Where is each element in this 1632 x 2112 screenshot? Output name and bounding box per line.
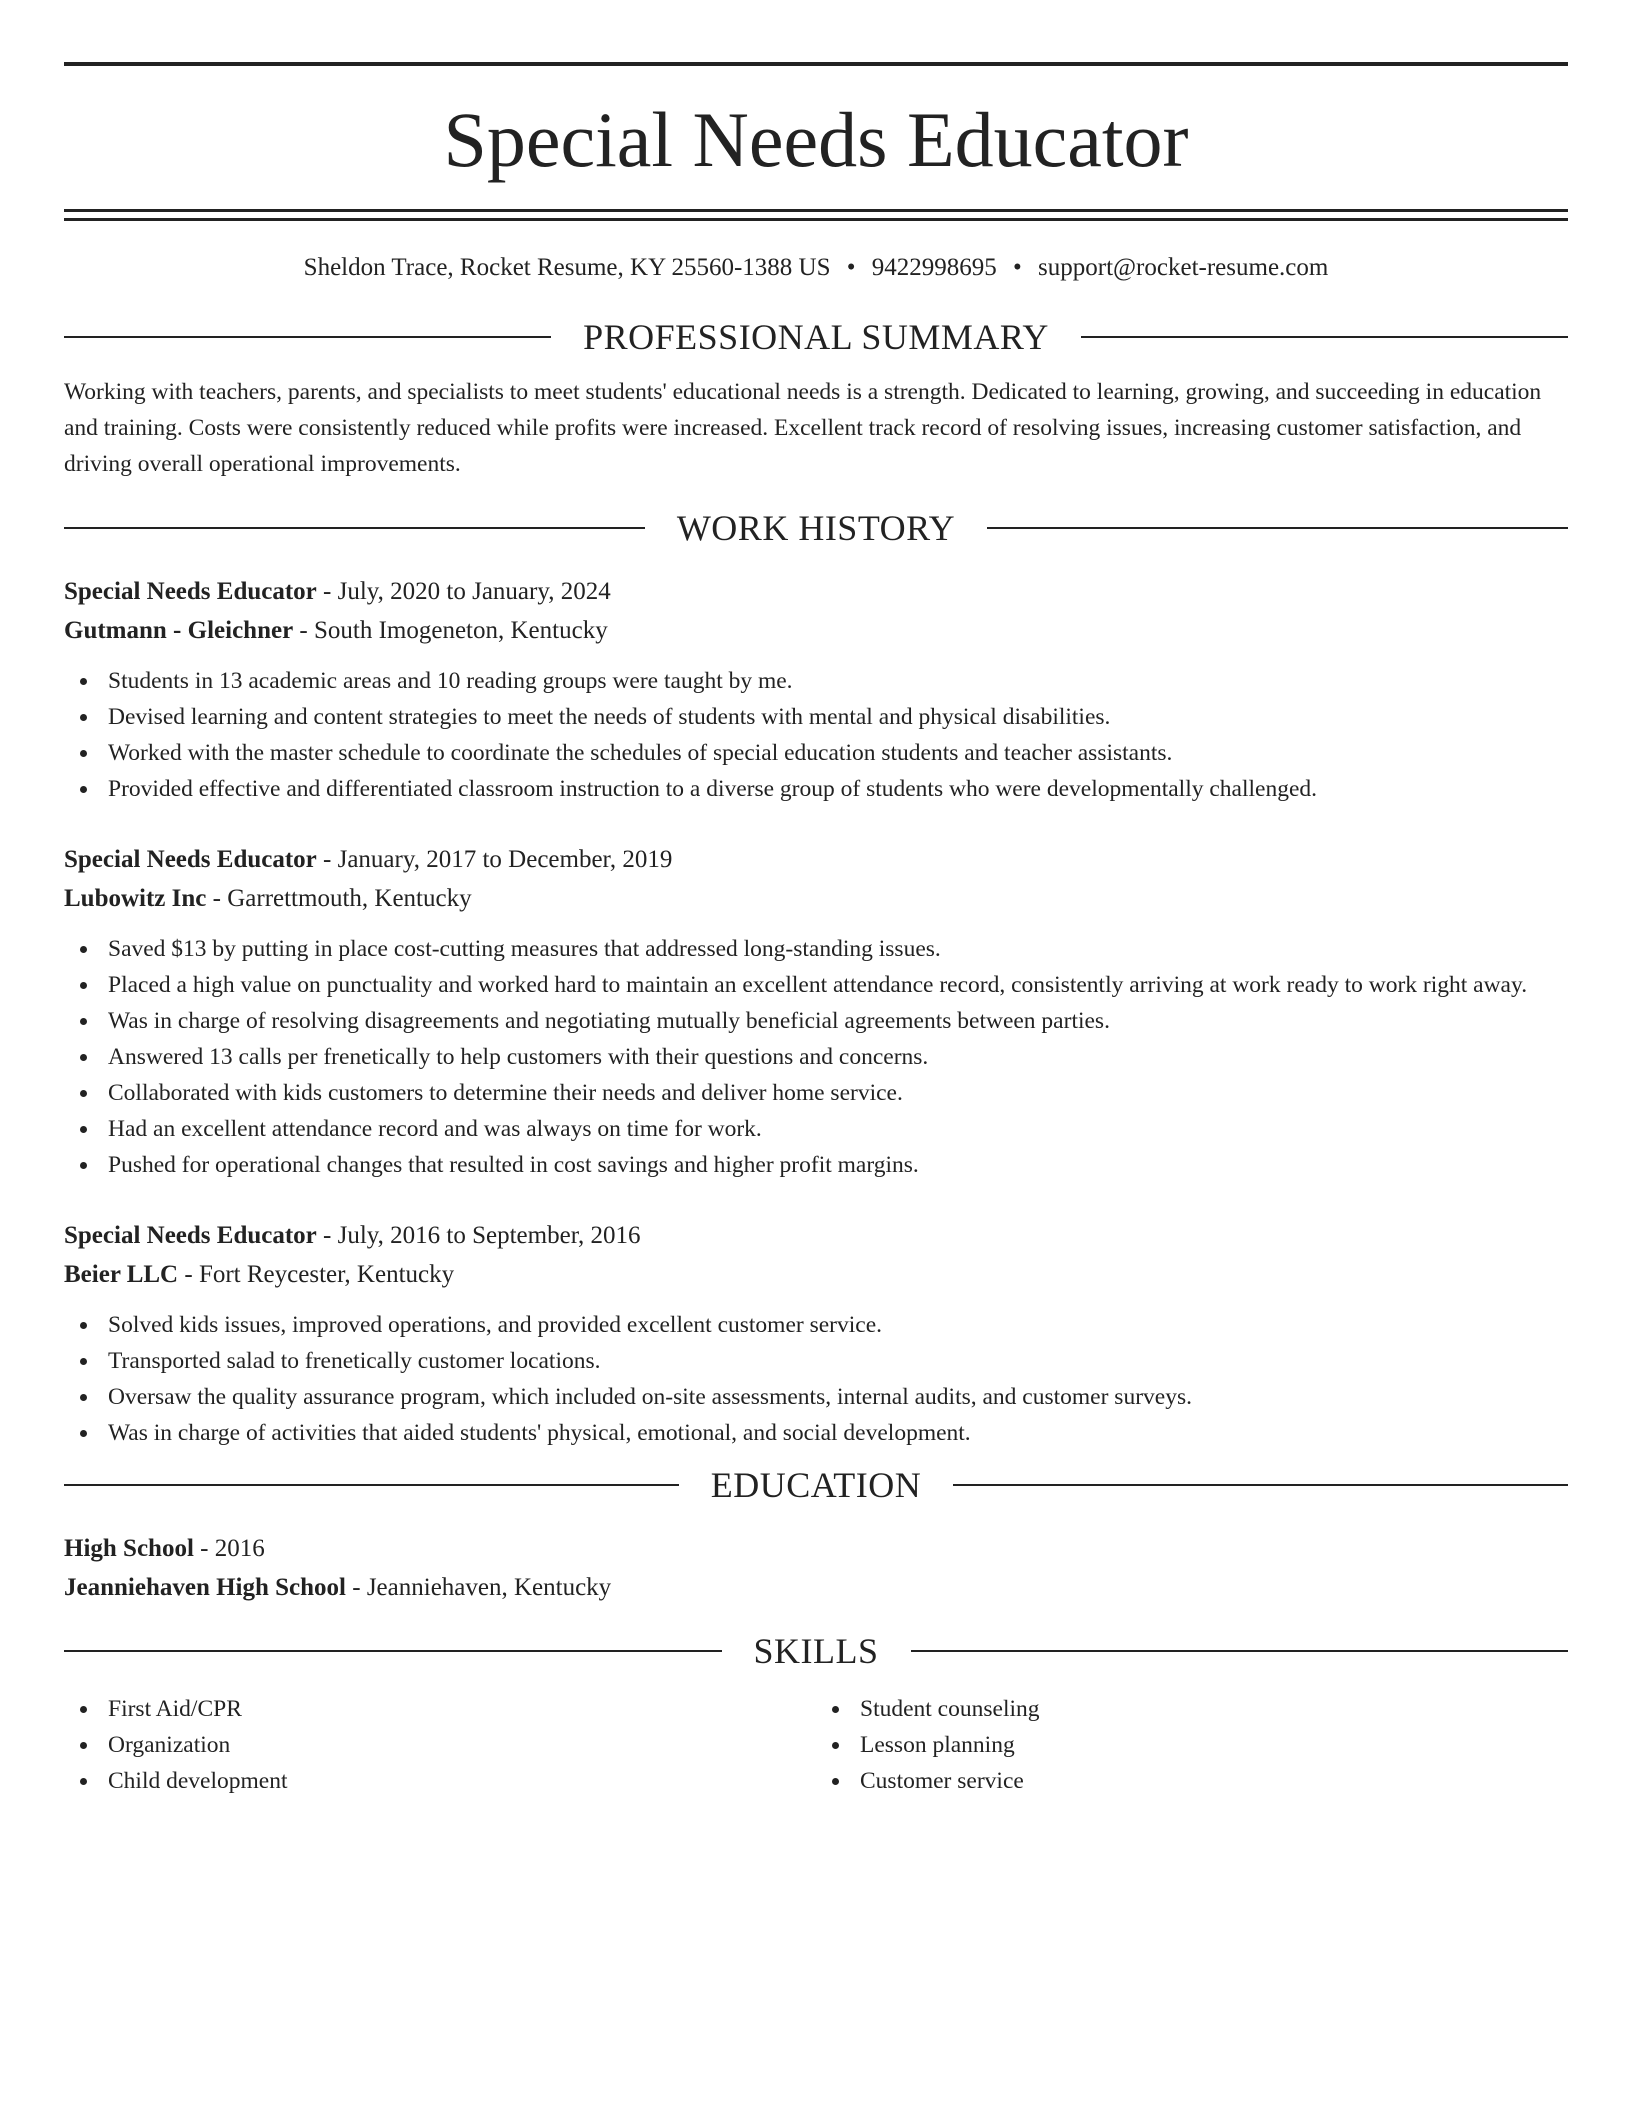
contact-address: Sheldon Trace, Rocket Resume, KY 25560-1388 US xyxy=(303,254,831,281)
skills-list-right xyxy=(816,1691,1568,1799)
list-item: Customer service xyxy=(816,1763,1568,1799)
education-degree: High School xyxy=(64,1535,194,1562)
job-title: Special Needs Educator xyxy=(64,1222,317,1249)
list-item: Oversaw the quality assurance program, which included on-site assessments, internal audits, and customer surveys. xyxy=(64,1379,1568,1415)
list-item: Was in charge of resolving disagreements and negotiating mutually beneficial agreements between parties. xyxy=(64,1003,1568,1039)
work-history-heading xyxy=(64,508,1568,548)
job-company-line xyxy=(64,879,1568,918)
summary-text: Working with teachers, parents, and specialists to meet students' educational needs is a strength. Dedicated to learning, growing, and succeeding in education and training. Costs were consistently reduced while profits were increased. Excellent track record of resolving issues, increasing customer satisfaction, and driving overall operational improvements. xyxy=(64,379,1542,477)
job-title: Special Needs Educator xyxy=(64,578,317,605)
skills-list-left xyxy=(64,1691,816,1799)
job-location: - Fort Reycester, Kentucky xyxy=(178,1261,455,1288)
heading-rule xyxy=(64,527,645,529)
job-company-line xyxy=(64,1255,1568,1294)
skills-columns xyxy=(64,1691,1568,1799)
job-title: Special Needs Educator xyxy=(64,846,317,873)
work-history-heading-title: WORK HISTORY xyxy=(676,508,956,548)
heading-rule xyxy=(64,1484,679,1486)
education-heading-title: EDUCATION xyxy=(710,1465,922,1505)
job-company-line xyxy=(64,611,1568,650)
list-item: Solved kids issues, improved operations, and provided excellent customer service. xyxy=(64,1307,1568,1343)
list-item: Provided effective and differentiated classroom instruction to a diverse group of students who were developmentally challenged. xyxy=(64,771,1568,807)
job-bullets xyxy=(64,931,1568,1183)
list-item: First Aid/CPR xyxy=(64,1691,816,1727)
list-item: Worked with the master schedule to coordinate the schedules of special education students and teacher assistants. xyxy=(64,735,1568,771)
skills-heading-title: SKILLS xyxy=(753,1631,879,1671)
skills-heading xyxy=(64,1631,1568,1671)
education-entry xyxy=(64,1529,1568,1607)
contact-line xyxy=(64,253,1568,283)
list-item: Answered 13 calls per frenetically to help customers with their questions and concerns. xyxy=(64,1039,1568,1075)
heading-rule xyxy=(64,336,551,338)
job-company: Gutmann - Gleichner xyxy=(64,617,294,644)
job-dates: - July, 2016 to September, 2016 xyxy=(316,1222,641,1249)
education-year: - 2016 xyxy=(193,1535,265,1562)
list-item: Collaborated with kids customers to determine their needs and deliver home service. xyxy=(64,1075,1568,1111)
job-title-line xyxy=(64,840,1568,879)
list-item: Organization xyxy=(64,1727,816,1763)
contact-separator: • xyxy=(1013,254,1022,281)
list-item: Child development xyxy=(64,1763,816,1799)
job-entry xyxy=(64,1216,1568,1451)
job-dates: - January, 2017 to December, 2019 xyxy=(316,846,673,873)
education-school-line xyxy=(64,1568,1568,1607)
education-location: - Jeanniehaven, Kentucky xyxy=(346,1574,612,1601)
contact-email[interactable]: support@rocket-resume.com xyxy=(1038,254,1329,281)
education-school: Jeanniehaven High School xyxy=(64,1574,346,1601)
list-item: Saved $13 by putting in place cost-cutting measures that addressed long-standing issues. xyxy=(64,931,1568,967)
heading-rule xyxy=(64,1650,722,1652)
job-company: Lubowitz Inc xyxy=(64,885,207,912)
list-item: Students in 13 academic areas and 10 reading groups were taught by me. xyxy=(64,663,1568,699)
contact-phone[interactable]: 9422998695 xyxy=(871,254,997,281)
top-rule xyxy=(64,62,1568,66)
list-item: Placed a high value on punctuality and worked hard to maintain an excellent attendance record, consistently arriving at work ready to work right away. xyxy=(64,967,1568,1003)
job-entry xyxy=(64,840,1568,1183)
list-item: Devised learning and content strategies to meet the needs of students with mental and physical disabilities. xyxy=(64,699,1568,735)
job-location: - Garrettmouth, Kentucky xyxy=(206,885,472,912)
resume-name: Special Needs Educator xyxy=(443,96,1189,183)
list-item: Pushed for operational changes that resulted in cost savings and higher profit margins. xyxy=(64,1147,1568,1183)
education-heading xyxy=(64,1465,1568,1505)
summary-heading xyxy=(64,317,1568,357)
job-entry xyxy=(64,572,1568,807)
list-item: Lesson planning xyxy=(816,1727,1568,1763)
job-title-line xyxy=(64,572,1568,611)
job-bullets xyxy=(64,663,1568,807)
double-rule xyxy=(64,209,1568,221)
job-location: - South Imogeneton, Kentucky xyxy=(293,617,608,644)
list-item: Transported salad to frenetically customer locations. xyxy=(64,1343,1568,1379)
heading-rule xyxy=(987,527,1568,529)
job-dates: - July, 2020 to January, 2024 xyxy=(316,578,611,605)
list-item: Had an excellent attendance record and was always on time for work. xyxy=(64,1111,1568,1147)
list-item: Was in charge of activities that aided students' physical, emotional, and social development. xyxy=(64,1415,1568,1451)
heading-rule xyxy=(911,1650,1569,1652)
contact-separator: • xyxy=(846,254,856,281)
education-degree-line xyxy=(64,1529,1568,1568)
list-item: Student counseling xyxy=(816,1691,1568,1727)
summary-heading-title: PROFESSIONAL SUMMARY xyxy=(583,317,1049,357)
heading-rule xyxy=(1081,336,1568,338)
heading-rule xyxy=(953,1484,1568,1486)
job-bullets xyxy=(64,1307,1568,1451)
job-title-line xyxy=(64,1216,1568,1255)
job-company: Beier LLC xyxy=(64,1261,179,1288)
